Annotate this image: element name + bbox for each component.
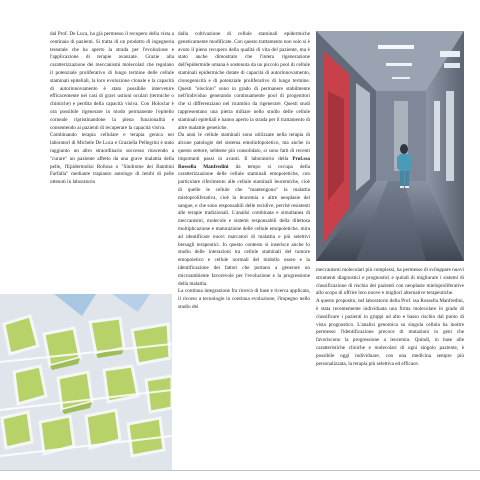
text-column-left — [50, 31, 174, 293]
paragraph: dalla coltivazione di cellule staminali epidermiche geneticamente modificate. Con questo trattamento non solo si è avuto il pieno recupero della qualità di vita del paziente, ma è stato anche dimostrato che l'intera rigenerazione dell'epidermide umana è sostenuta da un piccolo pool di cellule staminali epidermiche dotate di capacità di autorinnovamento, clonogenicità e di potenziale proliferativo di lungo termine. Questi "oloclonі" sono in grado di permanere stabilmente nell'individuo generando continuamente pool di progenitori che si differenziano nel ricambio da rigenerare. Questi studi rappresentano una pietra miliare nello studio delle cellule staminali epiteliali e hanno aperto la strada per il trattamento di altre malattie genetiche. — [178, 31, 310, 131]
paragraph: La continua integrazione fra ricerca di base e ricerca applicata, il ricorso a tecnologie in continua evoluzione, l'impegno nello studio dei — [178, 288, 310, 310]
paragraph: A questo proposito, nel laboratorio della Prof. ssa Rossella Manfredini, è stata recentemente individuata una firma molecolare in grado di classificare i pazienti in gruppi ad alto e basso rischio dal punto di vista prognostico. L'analisi genomica su singola cellula ha inoltre permesso l'identificazione precoce di mutazioni in geni che favoriscono la progressione a leucemia. Quindi, in base alle caratteristiche cliniche e molecolari di ogni singolo paziente, è possibile oggi individuare, con una medicina sempre più personalizzata, la terapia più selettiva ed efficace. — [316, 298, 464, 367]
paragraph-text: da tempo si occupa della caratterizzazione delle cellule staminali emopoietiche, con particolare riferimento alle cellule staminali leucemiche, cioè di quelle le cellule che "mantengono" la malattia mieloproliferativa, cioè la leucemia o altre neoplasie del sangue, e che sono responsabili delle recidive, perché resistenti alle terapie tradizionali. L'analisi combinata e simultanea di meccanismi, molecole e sistemi responsabili della dilettosa moltiplicazione e maturazione delle cellule emopoietiche, mira ad identificare nuovi marcatori di malattia e più selettivi bersagli terapeutici. In questo contesto si inserisce anche lo studio delle interazioni tra cellule staminali del tumore emopoietico e cellule normali del midollo osseo e la identificazione dei fattori che portano a generare un microambiente favorevole per l'evoluzione e la progressione della malattia. — [178, 163, 310, 287]
text-column-right — [316, 267, 464, 467]
researcher-name: Prof.ssa Rossella Manfredini — [178, 155, 310, 170]
hospital-corridor-photo — [316, 31, 464, 261]
paragraph: meccanismi molecolari più complessi, ha permesso di sviluppare nuovi strumenti diagnostici e prognostici e quindi di migliorare i sistemi di classificazione di rischio dei pazienti con neoplasie mieloproliferative allo scopo di offrire loro nuove e migliori alternative terapeutiche. — [316, 267, 464, 297]
building-facade-illustration — [0, 294, 172, 470]
paragraph-text: Da anni le cellule staminali sono utilizzate nella terapia di alcune patologie del sistema emolinfopoietico, ma anche in questo settore, sebbene più consolidato, si sono fatti di recenti importanti passi in avanti. Il laboratorio della — [178, 132, 310, 162]
building-facade-photo — [0, 294, 172, 470]
paragraph: dal Prof. De Luca, ha già permesso il recupero della vista a centinaia di pazienti. Si tratta di un prodotto di ingegneria tessutale che ha aperto la strada per l'evoluzione e l'applicazione di terapie avanzate. Grazie alla caratterizzazione dei meccanismi molecolari che regolano il potenziale proliferativo di lungo termine delle cellule staminali epiteliali, la loro evoluzione clonale e la capacità di autorinnovamento è stato possibile intervenire efficacemente nei casi di gravi ustioni oculari (termiche o chimiche) e perdita della capacità visiva. Con Holoclar è ora possibile rigenerare in modo permanente l'epitelio corneale ripristinandone la piena funzionalità e consentendo ai pazienti di recuperare la capacità visiva. — [50, 31, 174, 131]
paragraph — [178, 132, 310, 288]
paragraph: Combinando terapia cellulare e terapia genica nei laboratori di Michele De Luca e Graziella Pellegrini è stato raggiunto un altro straordinario successo riuscendo a "curare" un paziente affetto da una grave malattia della pelle, l'Epidermolisi Bollosa o "Sindrome dei Bambini Farfalla" mediante trapianto autologo di lembi di pelle ottenuti in laboratorio — [50, 132, 174, 186]
text-column-middle — [178, 31, 310, 467]
footer-rule — [0, 470, 480, 471]
hospital-corridor-illustration — [316, 31, 464, 261]
